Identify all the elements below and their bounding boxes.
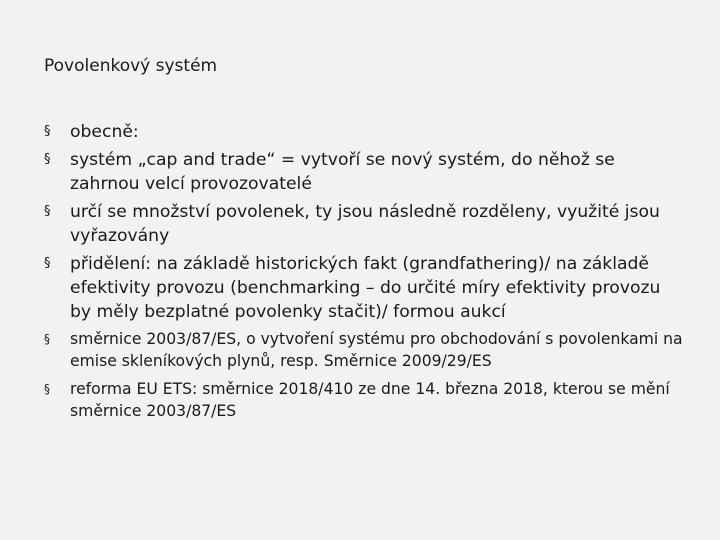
bullet-item bbox=[44, 328, 684, 372]
bullet-marker-icon: § bbox=[44, 152, 51, 167]
bullet-text: směrnice 2003/87/ES, o vytvoření systému pro obchodování s povolenkami na emise skleníkových plynů, resp. Směrnice 2009/29/ES bbox=[70, 330, 683, 370]
bullet-text: obecně: bbox=[70, 122, 139, 142]
bullet-item bbox=[44, 200, 684, 248]
bullet-item bbox=[44, 120, 684, 144]
bullet-marker-icon: § bbox=[44, 332, 50, 346]
bullet-marker-icon: § bbox=[44, 256, 51, 271]
bullet-marker-icon: § bbox=[44, 124, 51, 139]
bullet-text: přidělení: na základě historických fakt (grandfathering)/ na základě efektivity provozu (benchmarking – do určité míry efektivity provozu by měly bezplatné povolenky stačit)/ formou aukcí bbox=[70, 254, 661, 322]
bullet-list bbox=[44, 120, 684, 428]
bullet-marker-icon: § bbox=[44, 204, 51, 219]
bullet-text: určí se množství povolenek, ty jsou následně rozděleny, využité jsou vyřazovány bbox=[70, 202, 660, 246]
bullet-item bbox=[44, 378, 684, 422]
bullet-text: systém „cap and trade“ = vytvoří se nový systém, do něhož se zahrnou velcí provozovatelé bbox=[70, 150, 615, 194]
slide-title: Povolenkový systém bbox=[44, 56, 218, 76]
bullet-item bbox=[44, 252, 684, 324]
bullet-marker-icon: § bbox=[44, 382, 50, 396]
bullet-item bbox=[44, 148, 684, 196]
bullet-text: reforma EU ETS: směrnice 2018/410 ze dne 14. března 2018, kterou se mění směrnice 2003/87/ES bbox=[70, 380, 670, 420]
